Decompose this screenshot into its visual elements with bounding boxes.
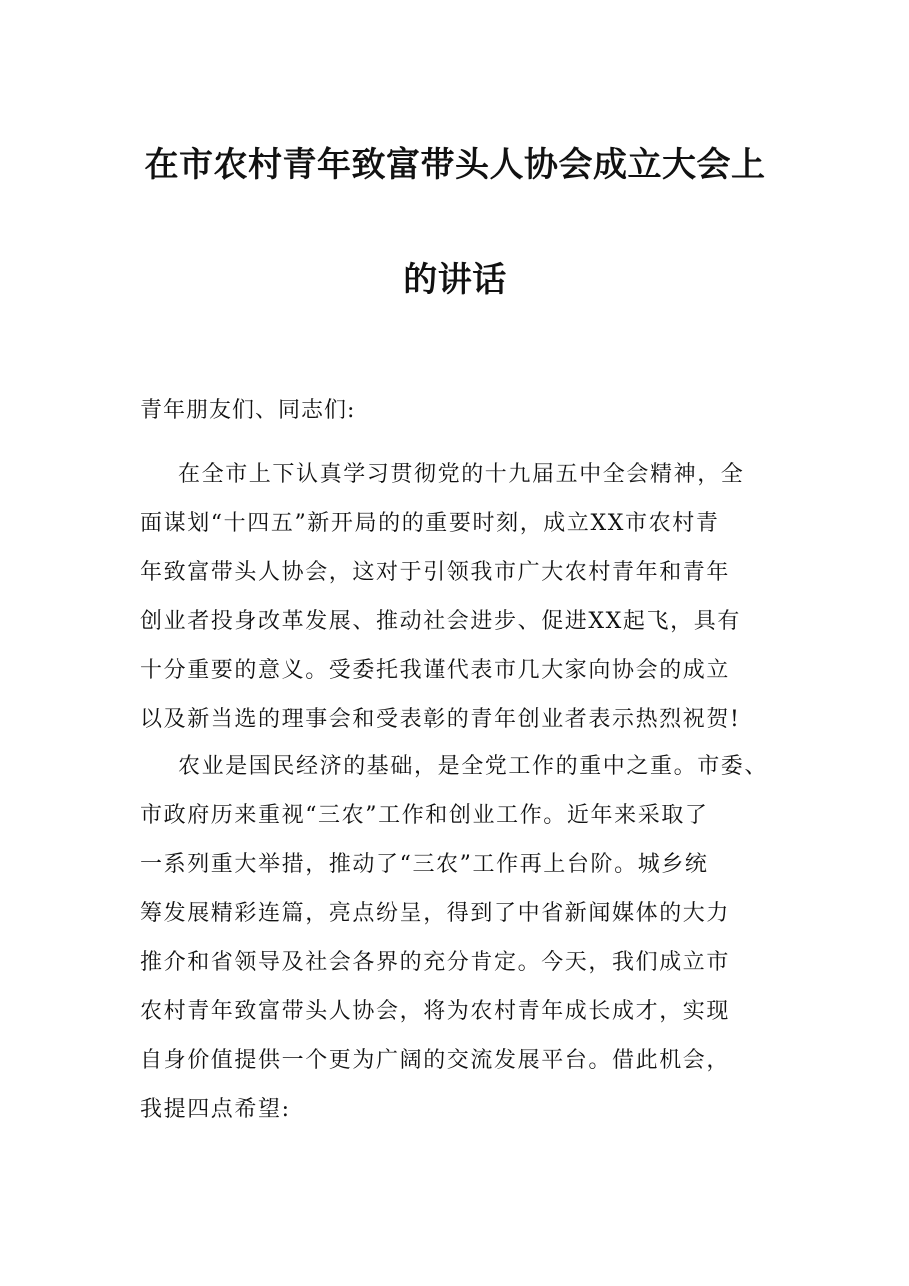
paragraph-1-line: 创业者投身改革发展、推动社会进步、促进XX起飞，具有 (140, 609, 741, 634)
paragraph-2-line: 市政府历来重视“三农”工作和创业工作。近年来采取了 (140, 803, 709, 828)
paragraph-2-line: 一系列重大举措，推动了“三农”工作再上台阶。城乡统 (140, 852, 709, 877)
paragraph-1-line: 面谋划“十四五”新开局的的重要时刻，成立XX市农村青 (140, 511, 720, 536)
paragraph-2-line: 农村青年致富带头人协会，将为农村青年成长成才，实现 (140, 999, 731, 1024)
paragraph-2-line: 农业是国民经济的基础，是全党工作的重中之重。市委、 (178, 754, 769, 779)
paragraph-1-line: 十分重要的意义。受委托我谨代表市几大家向协会的成立 (140, 658, 731, 683)
paragraph-2-line: 推介和省领导及社会各界的充分肯定。今天，我们成立市 (140, 950, 731, 975)
paragraph-1 (140, 450, 780, 744)
paragraph-2 (140, 742, 780, 1134)
paragraph-1-line: 年致富带头人协会，这对于引领我市广大农村青年和青年 (140, 560, 731, 585)
paragraph-2-line: 自身价值提供一个更为广阔的交流发展平台。借此机会， (140, 1048, 731, 1073)
document-title-line-1: 在市农村青年致富带头人协会成立大会上 (144, 145, 766, 185)
paragraph-1-line: 以及新当选的理事会和受表彰的青年创业者表示热烈祝贺! (140, 707, 741, 732)
paragraph-2-line: 筹发展精彩连篇，亮点纷呈，得到了中省新闻媒体的大力 (140, 901, 731, 926)
paragraph-2-line: 我提四点希望: (140, 1097, 291, 1122)
document-title-line-2: 的讲话 (403, 260, 507, 300)
salutation: 青年朋友们、同志们: (140, 398, 356, 423)
paragraph-1-line: 在全市上下认真学习贯彻党的十九届五中全会精神，全 (178, 462, 745, 487)
